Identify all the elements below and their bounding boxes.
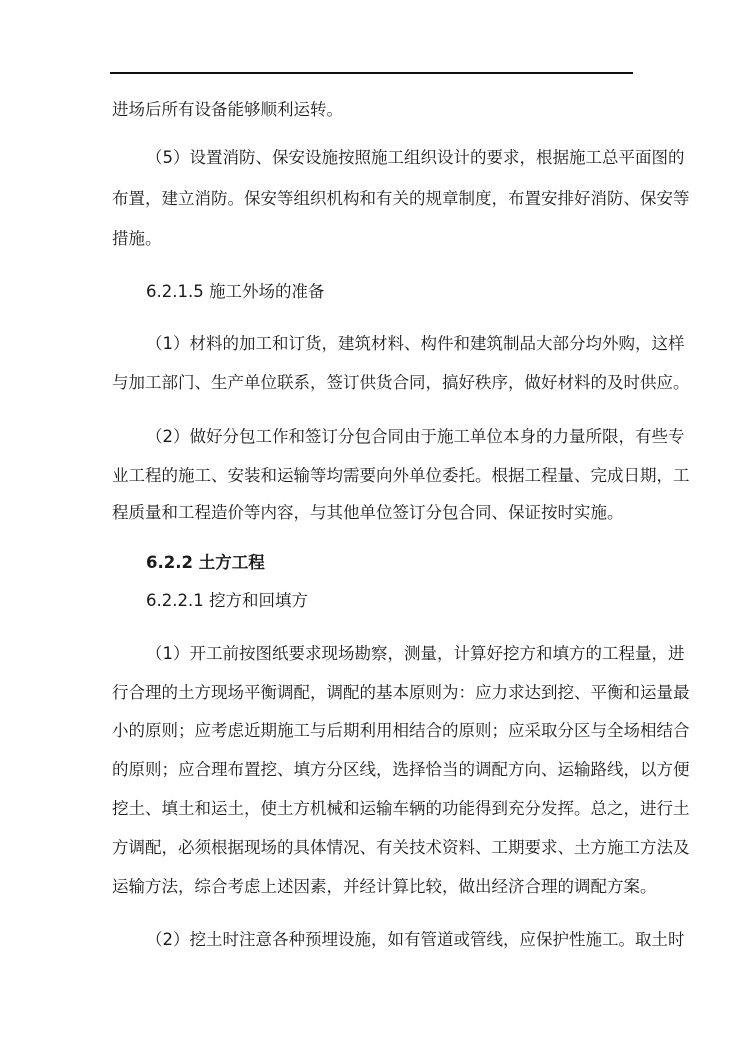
text-line: 措施。 xyxy=(112,229,162,248)
text-line: （1）材料的加工和订货，建筑材料、构件和建筑制品大部分均外购，这样 xyxy=(146,334,685,353)
text-line: 行合理的土方现场平衡调配，调配的基本原则为：应力求达到挖、平衡和运量最 xyxy=(112,683,690,702)
text-line: 程质量和工程造价等内容，与其他单位签订分包合同、保证按时实施。 xyxy=(112,503,624,522)
text-line: （2）做好分包工作和签订分包合同由于施工单位本身的力量所限，有些专 xyxy=(146,427,685,446)
text-line: 小的原则；应考虑近期施工与后期利用相结合的原则；应采取分区与全场相结合 xyxy=(112,721,690,740)
text-line: 挖土、填土和运土，使土方机械和运输车辆的功能得到充分发挥。总之，进行土 xyxy=(112,799,690,818)
section-heading-6-2-2: 6.2.2 土方工程 xyxy=(146,553,265,572)
text-line: 与加工部门、生产单位联系，签订供货合同，搞好秩序，做好材料的及时供应。 xyxy=(112,373,690,392)
header-rule xyxy=(110,72,633,74)
text-line: （2）挖土时注意各种预埋设施，如有管道或管线，应保护性施工。取土时 xyxy=(146,930,685,949)
section-heading-6-2-2-1: 6.2.2.1 挖方和回填方 xyxy=(146,591,308,610)
section-heading-6-2-1-5: 6.2.1.5 施工外场的准备 xyxy=(146,282,325,301)
text-line: 布置，建立消防。保安等组织机构和有关的规章制度，布置安排好消防、保安等 xyxy=(112,189,690,208)
text-line: （1）开工前按图纸要求现场勘察，测量，计算好挖方和填方的工程量，进 xyxy=(146,644,685,663)
text-line: （5）设置消防、保安设施按照施工组织设计的要求，根据施工总平面图的 xyxy=(146,148,685,167)
text-line: 运输方法，综合考虑上述因素，并经计算比较，做出经济合理的调配方案。 xyxy=(112,877,657,896)
text-line: 进场后所有设备能够顺利运转。 xyxy=(112,100,343,119)
text-line: 的原则；应合理布置挖、填方分区线，选择恰当的调配方向、运输路线，以方便 xyxy=(112,760,690,779)
text-line: 方调配，必须根据现场的具体情况、有关技术资料、工期要求、土方施工方法及 xyxy=(112,838,690,857)
text-line: 业工程的施工、安装和运输等均需要向外单位委托。根据工程量、完成日期，工 xyxy=(112,466,690,485)
